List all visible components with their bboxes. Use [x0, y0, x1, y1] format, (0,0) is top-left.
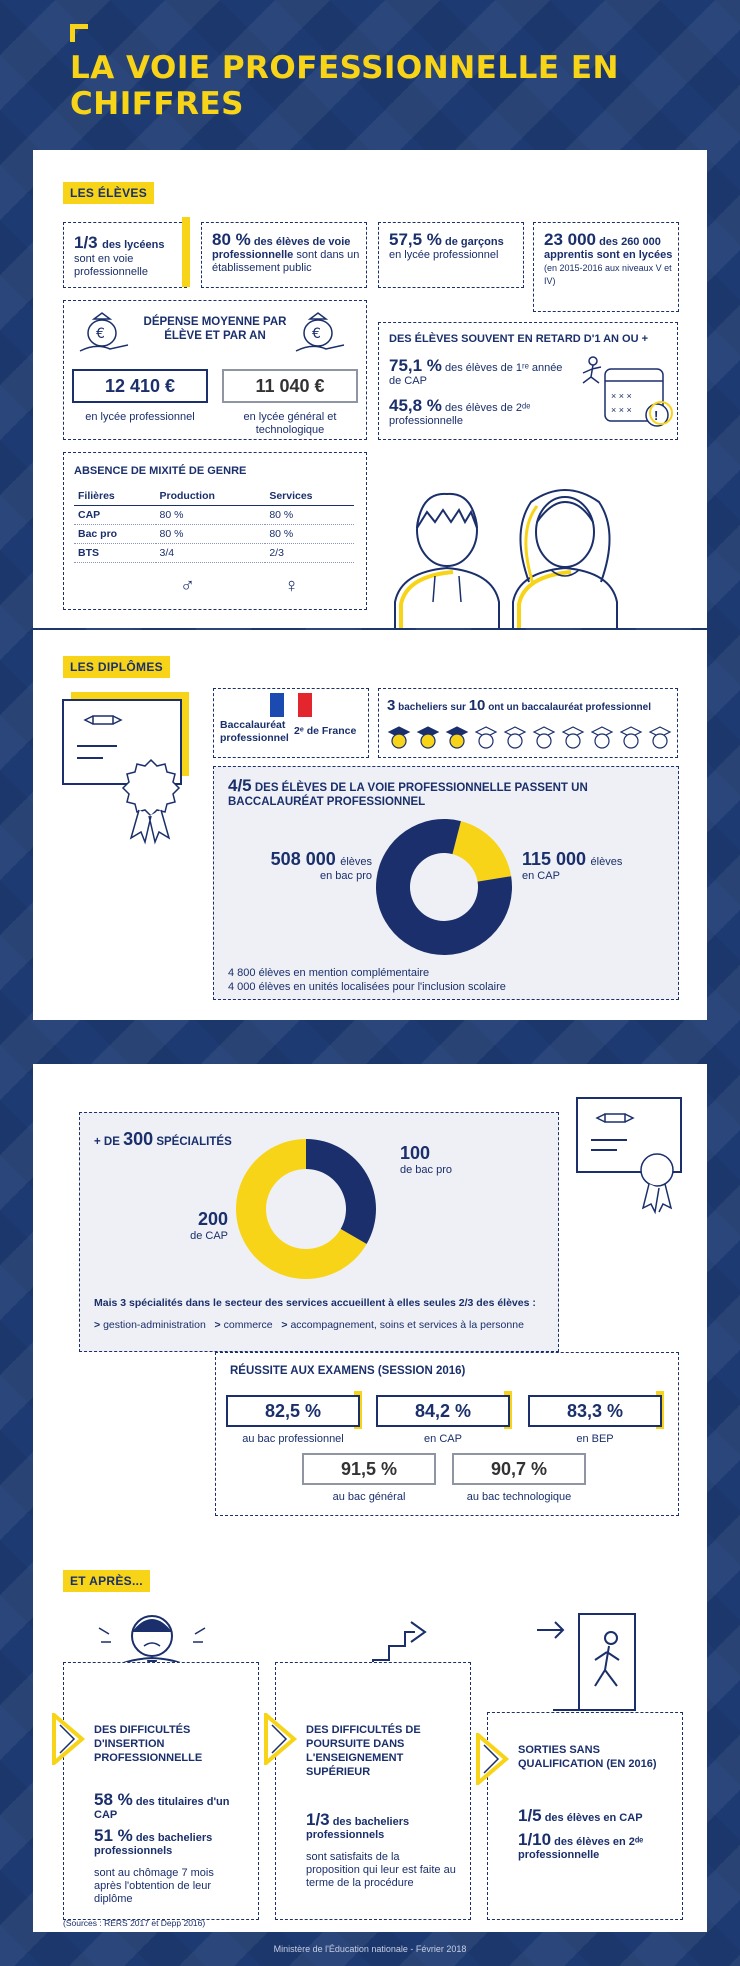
- card2-value: 1/3: [306, 1810, 330, 1829]
- donut2-cap-value: 200: [197, 1209, 228, 1229]
- stat-lyceens-value: 1/3: [74, 233, 98, 252]
- chevron-right-icon: [52, 1713, 86, 1765]
- section-tag-eleves: LES ÉLÈVES: [63, 182, 154, 204]
- female-icon: ♀: [284, 575, 299, 597]
- sources-note: (Sources : RERS 2017 et Depp 2016): [63, 1918, 206, 1928]
- reussite-value: 83,3 %: [528, 1395, 662, 1427]
- graduate-icon: [501, 723, 529, 751]
- card3-value2: 1/10: [518, 1830, 552, 1849]
- graduate-icon: [617, 723, 645, 751]
- card3-value1: 1/5: [518, 1806, 542, 1825]
- table-cell: 2/3: [265, 544, 354, 563]
- retard2-text: des élèves de 2ᵈᵉ professionnelle: [389, 402, 531, 427]
- page-title: LA VOIE PROFESSIONNELLE EN CHIFFRES: [70, 50, 619, 122]
- retard2-value: 45,8 %: [389, 396, 442, 415]
- card3-text1: des élèves en CAP: [544, 1812, 643, 1824]
- section-tag-diplomes: LES DIPLÔMES: [63, 656, 170, 678]
- card1-value1: 58 %: [94, 1790, 133, 1809]
- stat-lyceens-box: [63, 222, 187, 288]
- mixite-title: ABSENCE DE MIXITÉ DE GENRE: [74, 465, 247, 477]
- stat-public-value: 80 %: [212, 230, 251, 249]
- donut2-bacpro-value: 100: [400, 1143, 431, 1163]
- retard1-value: 75,1 %: [389, 356, 442, 375]
- card3-title: SORTIES SANS QUALIFICATION (EN 2016): [518, 1744, 657, 1770]
- graduate-icon: [472, 723, 500, 751]
- donut2-cap-label: de CAP: [190, 1230, 228, 1242]
- table-row: [74, 525, 354, 544]
- stat-apprentis-value: 23 000: [544, 230, 596, 249]
- reussite-box: [215, 1352, 679, 1516]
- diploma-certificate-icon: [47, 692, 207, 852]
- bac-rank-box: [213, 688, 369, 758]
- bacheliers-num: 3: [387, 697, 396, 714]
- reussite-value: 82,5 %: [226, 1395, 360, 1427]
- reussite-label: au bac technologique: [466, 1491, 572, 1503]
- svg-text:× × ×: × × ×: [611, 405, 632, 415]
- chevron-right-icon: [476, 1733, 510, 1785]
- stat-apprentis-bold: des 260 000 apprentis sont en lycées: [544, 236, 673, 261]
- card-poursuite: [275, 1662, 471, 1920]
- chevron-right-icon: [264, 1713, 298, 1765]
- stat-garcons-bold: de garçons: [445, 236, 504, 248]
- stat-garcons-text: en lycée professionnel: [389, 249, 499, 261]
- stat-public-box: [201, 222, 367, 288]
- panel-apres: [33, 1542, 707, 1932]
- bac-rank-label: Baccalauréat professionnel: [220, 719, 289, 744]
- services-text: Mais 3 spécialités dans le secteur des services accueillent à elles seules 2/3 des élèves :: [94, 1297, 536, 1309]
- graduate-icon: [646, 723, 674, 751]
- table-cell: 80 %: [156, 525, 266, 544]
- spec-suffix: SPÉCIALITÉS: [156, 1136, 232, 1148]
- spec-number: 300: [123, 1129, 154, 1149]
- svg-text:× × ×: × × ×: [611, 391, 632, 401]
- chevron-right-icon: >: [281, 1319, 288, 1331]
- depense-title: DÉPENSE MOYENNE PAR ÉLÈVE ET PAR AN: [143, 316, 287, 342]
- stat-public-text: sont dans un établissement public: [212, 249, 360, 274]
- table-cell: 3/4: [156, 544, 266, 563]
- mixite-header: Production: [156, 487, 266, 506]
- graduate-icon: [530, 723, 558, 751]
- card1-text3: sont au chômage 7 mois après l'obtention de leur diplôme: [94, 1867, 214, 1905]
- donut1-cap-value: 115 000: [522, 849, 587, 869]
- donut-slice-cap: [452, 821, 511, 881]
- french-flag-icon: [270, 693, 312, 717]
- mixite-header: Filières: [74, 487, 156, 506]
- svg-text:€: €: [96, 326, 105, 342]
- pass-value: 4/5: [228, 776, 252, 795]
- bacheliers-post: ont un baccalauréat professionnel: [488, 702, 651, 713]
- mixite-table: [74, 487, 354, 563]
- donut-slice-bac-pro: [306, 1139, 376, 1244]
- depense-lp-value: 12 410 €: [72, 369, 208, 403]
- card2-bold: des bacheliers professionnels: [306, 1816, 410, 1841]
- bacheliers-mid: bacheliers sur: [398, 702, 466, 713]
- card2-title: DES DIFFICULTÉS DE POURSUITE DANS L'ENSEIGNEMENT SUPÉRIEUR: [306, 1724, 421, 1778]
- table-cell: BTS: [74, 544, 156, 563]
- reussite-label: en BEP: [576, 1433, 614, 1445]
- table-cell: 80 %: [265, 506, 354, 525]
- retard1-text: des élèves de 1ʳᵉ année de CAP: [389, 362, 563, 387]
- pass-text: DES ÉLÈVES DE LA VOIE PROFESSIONNELLE PASSENT UN BACCALAURÉAT PROFESSIONNEL: [228, 782, 588, 808]
- donut1-bacpro-label: en bac pro: [320, 870, 372, 882]
- reussite-title: RÉUSSITE AUX EXAMENS (SESSION 2016): [230, 1365, 466, 1377]
- panel-eleves: [33, 150, 707, 628]
- stat-apprentis-box: [533, 222, 679, 312]
- money-bag-icon: [76, 309, 136, 359]
- bacheliers-box: [378, 688, 678, 758]
- money-bag-icon: [292, 309, 352, 359]
- table-cell: CAP: [74, 506, 156, 525]
- graduate-icon: [385, 723, 413, 751]
- card-sorties: [487, 1712, 683, 1920]
- donut1-bacpro-value: 508 000: [270, 849, 336, 869]
- graduate-icon: [414, 723, 442, 751]
- stat-lyceens-text: sont en voie professionnelle: [74, 253, 148, 278]
- footer-credit: Ministère de l'Éducation nationale - Février 2018: [273, 1944, 467, 1954]
- bac-pro-share-box: [213, 766, 679, 1000]
- table-cell: Bac pro: [74, 525, 156, 544]
- donut1-cap-unit: élèves: [590, 856, 623, 868]
- retard-box: [378, 322, 678, 440]
- list-item: accompagnement, soins et services à la personne: [290, 1319, 524, 1331]
- title-corner-mark: [70, 24, 88, 42]
- male-icon: ♂: [180, 575, 195, 597]
- panel-diplomes: [33, 630, 707, 1020]
- donut1-bacpro-unit: élèves: [340, 856, 372, 868]
- stat-public-bold: des élèves de voie professionnelle: [212, 236, 351, 261]
- bacheliers-total: 10: [468, 697, 486, 714]
- reussite-label: au bac général: [332, 1491, 406, 1503]
- stat-garcons-value: 57,5 %: [389, 230, 442, 249]
- retard-title: DES ÉLÈVES SOUVENT EN RETARD D'1 AN OU +: [389, 333, 649, 345]
- card2-text: sont satisfaits de la proposition qui leur est faite au terme de la procédure: [306, 1851, 456, 1889]
- reussite-label: en CAP: [424, 1433, 462, 1445]
- mixite-header: Services: [265, 487, 354, 506]
- bac-rank-value: 2ᵉ de France: [294, 725, 357, 737]
- table-cell: 80 %: [265, 525, 354, 544]
- chevron-right-icon: >: [214, 1319, 221, 1331]
- specialites-donut-chart: [234, 1137, 378, 1281]
- section-tag-apres: ET APRÈS...: [63, 1570, 150, 1592]
- graduate-icon: [588, 723, 616, 751]
- depense-lg-label: en lycée général et technologique: [243, 411, 337, 436]
- reussite-value: 91,5 %: [302, 1453, 436, 1485]
- ulis-line: 4 000 élèves en unités localisées pour l'inclusion scolaire: [228, 981, 506, 993]
- students-illustration: [381, 472, 681, 628]
- svg-text:!: !: [654, 408, 659, 423]
- depense-lp-label: en lycée professionnel: [85, 411, 195, 423]
- card1-text1: des titulaires d'un CAP: [94, 1796, 230, 1821]
- table-row: [74, 544, 354, 563]
- card1-value2: 51 %: [94, 1826, 133, 1845]
- depense-box: [63, 300, 367, 440]
- reussite-label: au bac professionnel: [242, 1433, 344, 1445]
- card3-text2: des élèves en 2ᵈᵉ professionnelle: [518, 1836, 644, 1861]
- reussite-value: 84,2 %: [376, 1395, 510, 1427]
- specialites-box: [79, 1112, 559, 1352]
- bac-pro-cap-donut-chart: [374, 817, 514, 957]
- mention-line: 4 800 élèves en mention complémentaire: [228, 967, 430, 979]
- depense-lg-value: 11 040 €: [222, 369, 358, 403]
- card-insertion: [63, 1662, 259, 1920]
- graduate-icon: [559, 723, 587, 751]
- graduate-icons-row: [385, 723, 675, 753]
- table-row: [74, 506, 354, 525]
- services-list: [94, 1319, 554, 1332]
- donut2-bacpro-label: de bac pro: [400, 1164, 452, 1176]
- donut1-cap-label: en CAP: [522, 870, 560, 882]
- list-item: commerce: [223, 1319, 273, 1331]
- reussite-value: 90,7 %: [452, 1453, 586, 1485]
- exit-door-icon: [533, 1608, 653, 1714]
- stat-lyceens-bold: des lycéens: [102, 239, 165, 251]
- certificate-icon: [573, 1092, 693, 1226]
- panel-specialites: [33, 1064, 707, 1542]
- stat-apprentis-text: (en 2015-2016 aux niveaux V et IV): [544, 263, 672, 286]
- card1-title: DES DIFFICULTÉS D'INSERTION PROFESSIONNELLE: [94, 1724, 203, 1764]
- list-item: gestion-administration: [103, 1319, 206, 1331]
- table-cell: 80 %: [156, 506, 266, 525]
- svg-text:€: €: [312, 326, 321, 342]
- mixite-box: [63, 452, 367, 610]
- calendar-late-icon: [579, 353, 673, 435]
- graduate-icon: [443, 723, 471, 751]
- spec-prefix: + DE: [94, 1136, 120, 1148]
- stat-garcons-box: [378, 222, 524, 288]
- card1-text2: des bacheliers professionnels: [94, 1832, 213, 1857]
- chevron-right-icon: >: [94, 1319, 101, 1331]
